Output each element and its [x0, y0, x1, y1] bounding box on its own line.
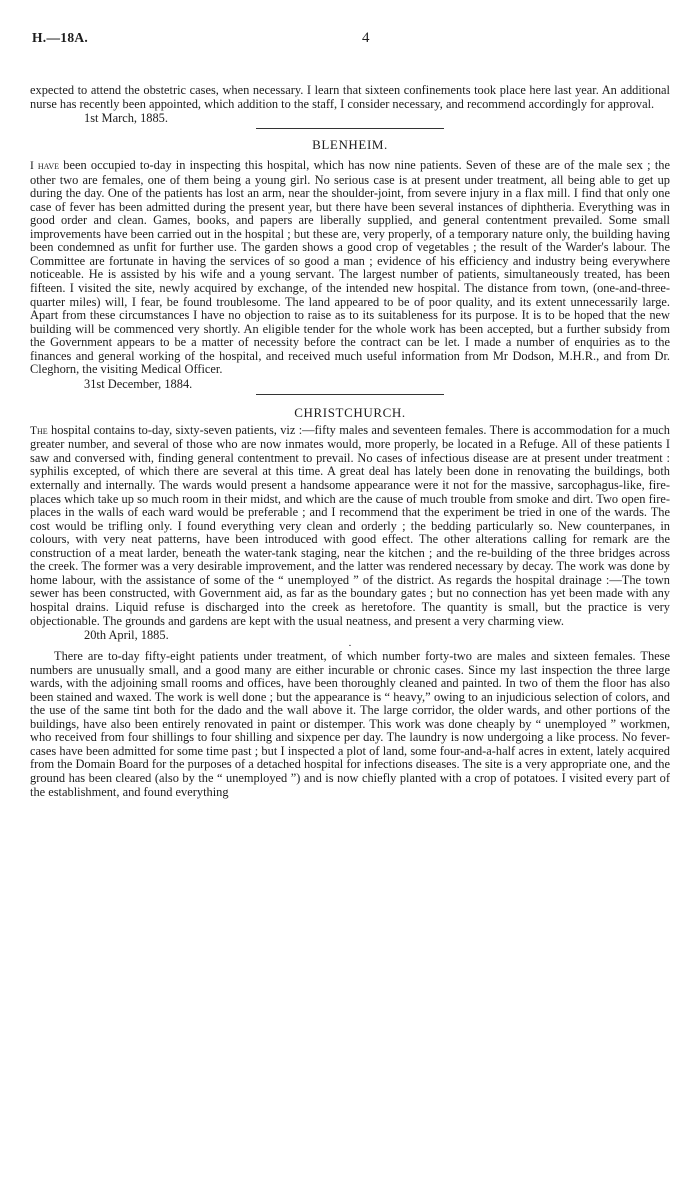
blenheim-paragraph: [30, 159, 670, 377]
section-divider: [256, 394, 444, 395]
section-heading-blenheim: BLENHEIM.: [312, 137, 388, 153]
document-reference: H.—18A.: [32, 30, 89, 45]
section-christchurch: [30, 405, 670, 799]
intro-date: 1st March, 1885.: [84, 111, 168, 126]
christchurch-date: 20th April, 1885.: [84, 628, 169, 643]
section-intro: [30, 84, 670, 125]
christchurch-lead-words: The: [30, 424, 48, 437]
blenheim-date: 31st December, 1884.: [84, 376, 193, 391]
section-heading-christchurch: CHRISTCHURCH.: [294, 404, 406, 420]
christchurch-paragraph: [30, 424, 670, 628]
page-header: [30, 22, 670, 48]
christchurch-follow-up-paragraph: There are to-day fifty-eight patients under treatment, of which number forty-two are males and sixteen females. These numbers are unusually small, and a good many are either incurable or chronic cases. Since my last inspection the three large wards, with the adjoining small rooms and offices, have been thoroughly cleaned and painted. In two of them the floor has also been stained and waxed. The work is well done ; but the appearance is “ heavy,” owing to an injudicious selection of colors, and the use of the same tint both for the dado and the wall above it. The large corridor, the older wards, and other portions of the buildings, have also been entirely renovated in paint or distemper. This work was done cheaply by “ unemployed ” workmen, who received from four shillings to four shilling and sixpence per day. The laundry is now undergoing a like process. No fever-cases have been admitted for some time past ; but I inspected a plot of land, some four-and-a-half acres in extent, lately acquired from the Domain Board for the purposes of a detached hospital for infections diseases. The site is a very appropriate one, and the ground has been cleared (also by the “ unemployed ”) and is now chiefly planted with a crop of potatoes. I visited every part of the establishment, and found everything: [30, 649, 670, 799]
section-divider: [256, 128, 444, 129]
blenheim-paragraph-text: been occupied to-day in inspecting this hospital, which has now nine patients. Seven of these are of the male sex ; the other two are females, one of them being a young girl. No serious case is at present under treatment, all being able to get up during the day. One of the patients has lost an arm, near the shoulder-joint, from severe injury in a flax mill. I find that only one case of fever has been admitted during the present year, but there have been several instances of diphtheria. Everything was in good order and clean. Games, books, and papers are liberally supplied, and general contentment prevailed. Some small improvements have been carried out in the hospital ; but these are, very properly, of a temporary nature only, the building having been condemned as unfit for further use. The garden shows a good crop of vegetables ; the result of the Warder's labour. The Committee are fortunate in having the services of so good a man ; evidence of his efficiency and industry being everywhere noticeable. He is assisted by his wife and a young servant. The largest number of patients, simultaneously treated, has been fifteen. I visited the site, newly acquired by exchange, of the intended new hospital. The distance from town, (one-and-three-quarter miles) will, I fear, be found troublesome. The land appeared to be of poor quality, and its extent unnecessarily large. Apart from these circumstances I have no objection to raise as to its suitableness for its purpose. It is to be hoped that the new building will be commenced very shortly. An eligible tender for the whole work has been accepted, but a further subsidy from the Government appears to be a matter of necessity before the contract can be let. I made a number of enquiries as to the finances and general working of the hospital, and received much useful information from Mr Dodson, M.H.R., and from Dr. Cleghorn, the visiting Medical Officer.: [30, 158, 670, 377]
section-blenheim: [30, 137, 670, 391]
christchurch-paragraph-text: hospital contains to-day, sixty-seven patients, viz :—fifty males and seventeen females. There is accommodation for a much greater number, and several of those who are now inmates would, more properly, be located in a Refuge. All of these patients I saw and conversed with, finding general contentment to prevail. No cases of infectious disease are at present under treatment : syphilis excepted, of which there are several at this time. A great deal has lately been done in renovating the buildings, both externally and internally. The wards would present a handsome appearance were it not for the massive, sarcophagus-like, fire-places which take up so much room in their midst, and which are the cause of much trouble from smoke and dirt. Two open fire-places in the walls of each ward would be preferable ; and I recommend that the experiment be tried in one of the wards. The cost would be trifling only. I found everything very clean and orderly ; the bedding particularly so. New counterpanes, in colours, with very neat patterns, have been introduced with good effect. The other alterations calling for remark are the construction of a meat larder, beneath the water-tank staging, near the kitchen ; and the re-building of the three bridges across the creek. The former was a very desirable improvement, and the latter was rendered necessary by decay. The work was done by home labour, with the assistance of some of the “ unemployed ” of the district. As regards the hospital drainage :—The town sewer has been constructed, with Government aid, as far as the boundary gates ; but no connection has yet been made with any hospital drains. Liquid refuse is discharged into the creek as heretofore. The quantity is small, but the practice is very objectionable. The grounds and gardens are kept with the usual neatness, and present a very charming view.: [30, 422, 670, 628]
separator-dot: ·: [348, 640, 352, 653]
document-page: [30, 22, 670, 799]
blenheim-lead-words: I have: [30, 160, 60, 173]
intro-paragraph: expected to attend the obstetric cases, when necessary. I learn that sixteen confinements took place here last year. An additional nurse has recently been appointed, which addition to the staff, I consider necessary, and recommend accordingly for approval.: [30, 83, 670, 111]
page-number: 4: [362, 30, 370, 46]
